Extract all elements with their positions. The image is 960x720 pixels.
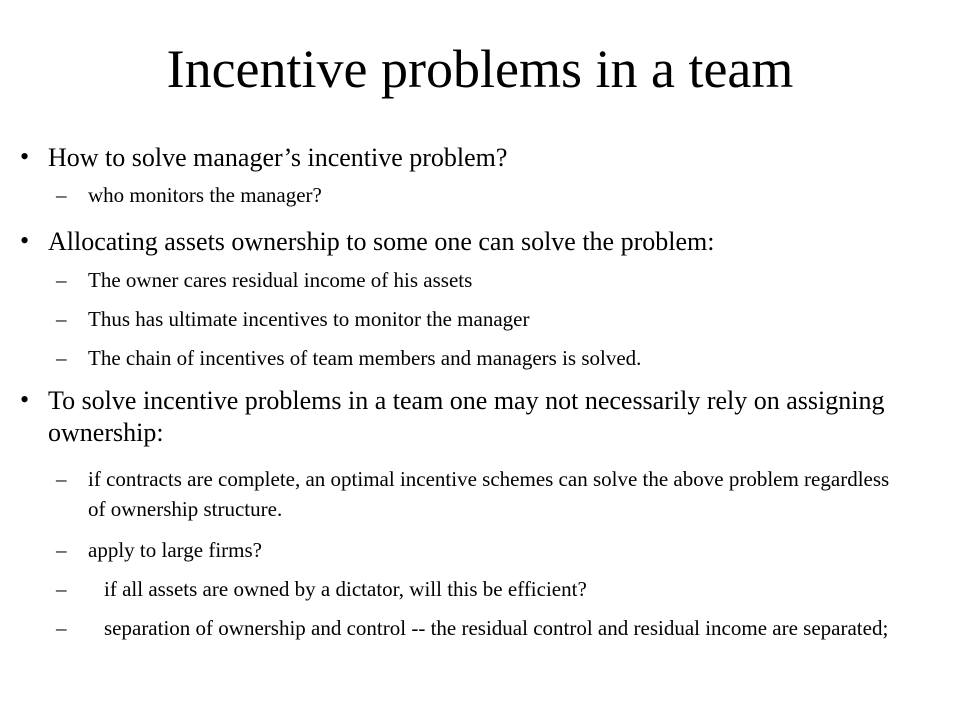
slide-title: Incentive problems in a team [166,39,794,99]
sub-bullet-marker: – [56,346,67,370]
sub-bullet-marker: – [56,307,67,331]
sub-bullet-marker: – [56,577,67,601]
sub-bullet-text: Thus has ultimate incentives to monitor the manager [88,307,530,331]
sub-bullet-text: who monitors the manager? [88,183,322,207]
sub-bullet-marker: – [56,538,67,562]
bullet-marker: • [20,385,30,414]
sub-bullet-marker: – [56,616,67,640]
bullet-text: How to solve manager’s incentive problem? [48,143,508,172]
sub-bullet-marker: – [56,467,67,491]
bullet-text: To solve incentive problems in a team one may not necessarily rely on assigning ownership: [48,386,885,447]
sub-bullet-text: if contracts are complete, an optimal incentive schemes can solve the above problem regardless of ownership structure. [88,467,890,521]
bullet-marker: • [20,142,30,171]
sub-bullet-text: The owner cares residual income of his assets [88,268,473,292]
sub-bullet-marker: – [56,183,67,207]
sub-bullet-text: apply to large firms? [88,538,262,562]
sub-bullet-text: The chain of incentives of team members and managers is solved. [88,346,642,370]
bullet-text: Allocating assets ownership to some one can solve the problem: [48,227,715,256]
sub-bullet-text: separation of ownership and control -- the residual control and residual income are separated; [104,616,889,640]
sub-bullet-text: if all assets are owned by a dictator, will this be efficient? [104,577,587,601]
bullet-marker: • [20,226,30,255]
sub-bullet-marker: – [56,268,67,292]
